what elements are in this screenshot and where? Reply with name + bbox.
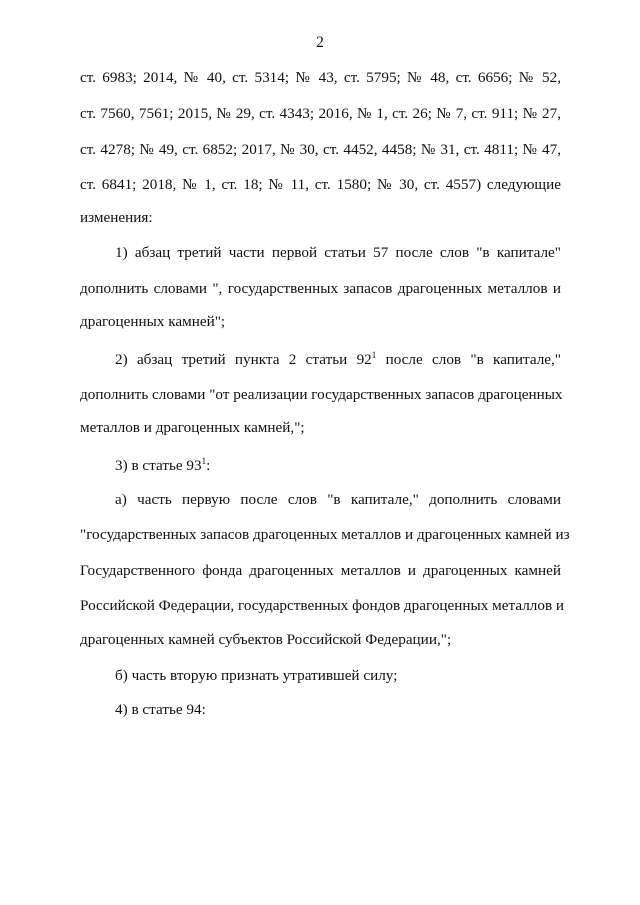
paragraph-first-line: а) часть первую после слов "в капитале," дополнить словами — [115, 491, 561, 508]
superscript: 1 — [201, 456, 207, 466]
paragraph-first-line: 4) в статье 94: — [115, 701, 206, 718]
text-line: ст. 6841; 2018, № 1, ст. 18; № 11, ст. 1580; № 30, ст. 4557) следующие — [80, 176, 561, 193]
text-line: Государственного фонда драгоценных металлов и драгоценных камней — [80, 562, 561, 579]
paragraph-first-line — [115, 350, 561, 370]
text-line: ст. 4278; № 49, ст. 6852; 2017, № 30, ст. 4452, 4458; № 31, ст. 4811; № 47, — [80, 141, 561, 158]
text-line: Российской Федерации, государственных фондов драгоценных металлов и — [80, 597, 565, 614]
text-line: "государственных запасов драгоценных металлов и драгоценных камней из — [80, 526, 570, 543]
text-line: драгоценных камней субъектов Российской Федерации,"; — [80, 631, 452, 648]
item2-tail: после слов "в капитале," — [385, 351, 562, 368]
paragraph-first-line: 1) абзац третий части первой статьи 57 после слов "в капитале" — [115, 244, 561, 261]
text-line: дополнить словами "от реализации государственных запасов драгоценных — [80, 386, 563, 403]
text-line: ст. 7560, 7561; 2015, № 29, ст. 4343; 2016, № 1, ст. 26; № 7, ст. 911; № 27, — [80, 105, 561, 122]
paragraph-first-line: б) часть вторую признать утратившей силу; — [115, 667, 398, 684]
text-line: дополнить словами ", государственных запасов драгоценных металлов и — [80, 280, 561, 297]
item2-lead: 2) абзац третий пункта 2 статьи $92^1$ — [115, 350, 377, 368]
superscript: 1 — [371, 350, 377, 360]
text-line: ст. 6983; 2014, № 40, ст. 5314; № 43, ст. 5795; № 48, ст. 6656; № 52, — [80, 69, 561, 86]
text-line: изменения: — [80, 209, 153, 226]
page-number: 2 — [316, 34, 324, 51]
paragraph-first-line: 3) в статье $93^1$: — [115, 456, 211, 474]
text-line: металлов и драгоценных камней,"; — [80, 419, 305, 436]
text-line: драгоценных камней"; — [80, 313, 226, 330]
